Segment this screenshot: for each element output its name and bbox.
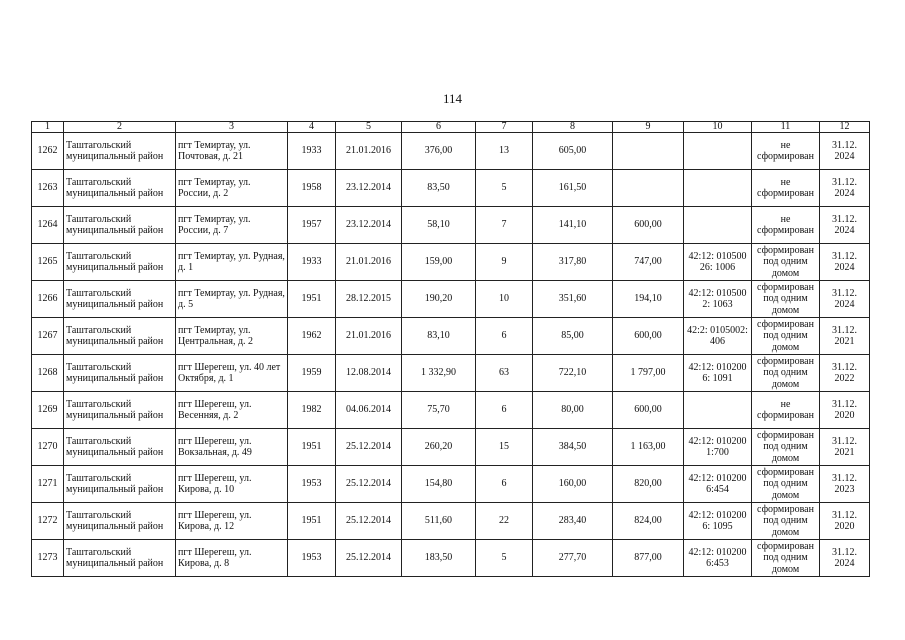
column-number: 5 <box>336 122 402 133</box>
deadline-cell: 31.12. 2024 <box>820 133 870 170</box>
year-cell: 1933 <box>288 244 336 281</box>
district-cell: Таштагольский муниципальный район <box>64 281 176 318</box>
district-cell: Таштагольский муниципальный район <box>64 503 176 540</box>
land-plot-status-cell: сформирован под одним домом <box>752 503 820 540</box>
date-cell: 21.01.2016 <box>336 318 402 355</box>
address-cell: пгт Шерегеш, ул. Кирова, д. 10 <box>176 466 288 503</box>
column-9-cell: 600,00 <box>613 207 684 244</box>
column-7-cell: 22 <box>476 503 533 540</box>
date-cell: 12.08.2014 <box>336 355 402 392</box>
deadline-cell: 31.12. 2024 <box>820 244 870 281</box>
area-cell: 260,20 <box>402 429 476 466</box>
land-plot-status-cell: сформирован под одним домом <box>752 355 820 392</box>
date-cell: 21.01.2016 <box>336 133 402 170</box>
cadastral-number-cell <box>684 392 752 429</box>
cadastral-number-cell: 42:12: 0102006: 1095 <box>684 503 752 540</box>
column-9-cell: 194,10 <box>613 281 684 318</box>
column-8-cell: 317,80 <box>533 244 613 281</box>
area-cell: 83,50 <box>402 170 476 207</box>
year-cell: 1958 <box>288 170 336 207</box>
row-number-cell: 1263 <box>32 170 64 207</box>
address-cell: пгт Шерегеш, ул. Вокзальная, д. 49 <box>176 429 288 466</box>
row-number-cell: 1272 <box>32 503 64 540</box>
district-cell: Таштагольский муниципальный район <box>64 133 176 170</box>
column-7-cell: 6 <box>476 318 533 355</box>
address-cell: пгт Шерегеш, ул. 40 лет Октября, д. 1 <box>176 355 288 392</box>
row-number-cell: 1265 <box>32 244 64 281</box>
table-row <box>32 244 870 281</box>
column-8-cell: 160,00 <box>533 466 613 503</box>
column-7-cell: 10 <box>476 281 533 318</box>
area-cell: 75,70 <box>402 392 476 429</box>
column-8-cell: 722,10 <box>533 355 613 392</box>
column-9-cell: 820,00 <box>613 466 684 503</box>
deadline-cell: 31.12. 2023 <box>820 466 870 503</box>
year-cell: 1982 <box>288 392 336 429</box>
district-cell: Таштагольский муниципальный район <box>64 207 176 244</box>
column-9-cell <box>613 133 684 170</box>
district-cell: Таштагольский муниципальный район <box>64 466 176 503</box>
column-8-cell: 384,50 <box>533 429 613 466</box>
table-row <box>32 207 870 244</box>
address-cell: пгт Шерегеш, ул. Весенняя, д. 2 <box>176 392 288 429</box>
cadastral-number-cell: 42:2: 0105002:406 <box>684 318 752 355</box>
year-cell: 1951 <box>288 281 336 318</box>
cadastral-number-cell: 42:12: 01050026: 1006 <box>684 244 752 281</box>
row-number-cell: 1268 <box>32 355 64 392</box>
deadline-cell: 31.12. 2024 <box>820 540 870 577</box>
address-cell: пгт Темиртау, ул. Почтовая, д. 21 <box>176 133 288 170</box>
column-number: 6 <box>402 122 476 133</box>
column-9-cell: 600,00 <box>613 318 684 355</box>
area-cell: 511,60 <box>402 503 476 540</box>
column-7-cell: 5 <box>476 540 533 577</box>
area-cell: 154,80 <box>402 466 476 503</box>
table-row <box>32 133 870 170</box>
date-cell: 21.01.2016 <box>336 244 402 281</box>
year-cell: 1957 <box>288 207 336 244</box>
address-cell: пгт Темиртау, ул. России, д. 2 <box>176 170 288 207</box>
row-number-cell: 1273 <box>32 540 64 577</box>
table-row <box>32 392 870 429</box>
column-7-cell: 15 <box>476 429 533 466</box>
column-7-cell: 63 <box>476 355 533 392</box>
column-7-cell: 6 <box>476 466 533 503</box>
deadline-cell: 31.12. 2021 <box>820 429 870 466</box>
column-7-cell: 7 <box>476 207 533 244</box>
table-row <box>32 318 870 355</box>
cadastral-number-cell: 42:12: 0102001:700 <box>684 429 752 466</box>
column-number: 9 <box>613 122 684 133</box>
column-number: 8 <box>533 122 613 133</box>
year-cell: 1962 <box>288 318 336 355</box>
table-row <box>32 466 870 503</box>
cadastral-number-cell <box>684 207 752 244</box>
column-number: 4 <box>288 122 336 133</box>
area-cell: 190,20 <box>402 281 476 318</box>
column-number: 2 <box>64 122 176 133</box>
table-row <box>32 429 870 466</box>
land-plot-status-cell: не сформирован <box>752 170 820 207</box>
row-number-cell: 1264 <box>32 207 64 244</box>
area-cell: 159,00 <box>402 244 476 281</box>
date-cell: 25.12.2014 <box>336 540 402 577</box>
column-number: 1 <box>32 122 64 133</box>
land-plot-status-cell: сформирован под одним домом <box>752 540 820 577</box>
land-plot-status-cell: сформирован под одним домом <box>752 466 820 503</box>
district-cell: Таштагольский муниципальный район <box>64 540 176 577</box>
column-7-cell: 5 <box>476 170 533 207</box>
area-cell: 1 332,90 <box>402 355 476 392</box>
year-cell: 1933 <box>288 133 336 170</box>
deadline-cell: 31.12. 2022 <box>820 355 870 392</box>
land-plot-status-cell: не сформирован <box>752 207 820 244</box>
land-plot-status-cell: сформирован под одним домом <box>752 281 820 318</box>
address-cell: пгт Шерегеш, ул. Кирова, д. 12 <box>176 503 288 540</box>
district-cell: Таштагольский муниципальный район <box>64 170 176 207</box>
address-cell: пгт Темиртау, ул. Рудная, д. 5 <box>176 281 288 318</box>
district-cell: Таштагольский муниципальный район <box>64 392 176 429</box>
column-number: 10 <box>684 122 752 133</box>
land-plot-status-cell: сформирован под одним домом <box>752 244 820 281</box>
column-9-cell: 824,00 <box>613 503 684 540</box>
cadastral-number-cell: 42:12: 0102006:454 <box>684 466 752 503</box>
row-number-cell: 1270 <box>32 429 64 466</box>
column-number: 3 <box>176 122 288 133</box>
table-row <box>32 503 870 540</box>
column-7-cell: 9 <box>476 244 533 281</box>
date-cell: 23.12.2014 <box>336 207 402 244</box>
address-cell: пгт Шерегеш, ул. Кирова, д. 8 <box>176 540 288 577</box>
date-cell: 23.12.2014 <box>336 170 402 207</box>
land-plot-status-cell: не сформирован <box>752 392 820 429</box>
deadline-cell: 31.12. 2020 <box>820 503 870 540</box>
column-8-cell: 85,00 <box>533 318 613 355</box>
land-plot-status-cell: сформирован под одним домом <box>752 429 820 466</box>
row-number-cell: 1269 <box>32 392 64 429</box>
deadline-cell: 31.12. 2020 <box>820 392 870 429</box>
cadastral-number-cell: 42:12: 0102006: 1091 <box>684 355 752 392</box>
date-cell: 04.06.2014 <box>336 392 402 429</box>
column-9-cell: 877,00 <box>613 540 684 577</box>
cadastral-number-cell: 42:12: 0105002: 1063 <box>684 281 752 318</box>
column-8-cell: 141,10 <box>533 207 613 244</box>
row-number-cell: 1271 <box>32 466 64 503</box>
area-cell: 376,00 <box>402 133 476 170</box>
area-cell: 58,10 <box>402 207 476 244</box>
column-8-cell: 351,60 <box>533 281 613 318</box>
cadastral-number-cell <box>684 133 752 170</box>
area-cell: 183,50 <box>402 540 476 577</box>
address-cell: пгт Темиртау, ул. Центральная, д. 2 <box>176 318 288 355</box>
table-row <box>32 540 870 577</box>
row-number-cell: 1266 <box>32 281 64 318</box>
row-number-cell: 1267 <box>32 318 64 355</box>
district-cell: Таштагольский муниципальный район <box>64 355 176 392</box>
cadastral-number-cell <box>684 170 752 207</box>
row-number-cell: 1262 <box>32 133 64 170</box>
column-8-cell: 277,70 <box>533 540 613 577</box>
housing-registry-table <box>31 121 870 577</box>
area-cell: 83,10 <box>402 318 476 355</box>
table-row <box>32 170 870 207</box>
column-8-cell: 80,00 <box>533 392 613 429</box>
deadline-cell: 31.12. 2024 <box>820 170 870 207</box>
year-cell: 1953 <box>288 466 336 503</box>
date-cell: 25.12.2014 <box>336 429 402 466</box>
column-9-cell: 747,00 <box>613 244 684 281</box>
column-number: 12 <box>820 122 870 133</box>
year-cell: 1959 <box>288 355 336 392</box>
year-cell: 1953 <box>288 540 336 577</box>
date-cell: 28.12.2015 <box>336 281 402 318</box>
table-body <box>32 122 870 577</box>
column-7-cell: 13 <box>476 133 533 170</box>
district-cell: Таштагольский муниципальный район <box>64 429 176 466</box>
column-number: 7 <box>476 122 533 133</box>
deadline-cell: 31.12. 2024 <box>820 207 870 244</box>
year-cell: 1951 <box>288 429 336 466</box>
column-9-cell: 1 163,00 <box>613 429 684 466</box>
column-9-cell: 600,00 <box>613 392 684 429</box>
district-cell: Таштагольский муниципальный район <box>64 244 176 281</box>
column-number: 11 <box>752 122 820 133</box>
deadline-cell: 31.12. 2021 <box>820 318 870 355</box>
land-plot-status-cell: не сформирован <box>752 133 820 170</box>
column-number-row <box>32 122 870 133</box>
address-cell: пгт Темиртау, ул. России, д. 7 <box>176 207 288 244</box>
column-9-cell <box>613 170 684 207</box>
page-number: 114 <box>442 91 463 106</box>
district-cell: Таштагольский муниципальный район <box>64 318 176 355</box>
table-row <box>32 281 870 318</box>
date-cell: 25.12.2014 <box>336 503 402 540</box>
date-cell: 25.12.2014 <box>336 466 402 503</box>
cadastral-number-cell: 42:12: 0102006:453 <box>684 540 752 577</box>
deadline-cell: 31.12. 2024 <box>820 281 870 318</box>
column-8-cell: 283,40 <box>533 503 613 540</box>
column-8-cell: 605,00 <box>533 133 613 170</box>
column-8-cell: 161,50 <box>533 170 613 207</box>
land-plot-status-cell: сформирован под одним домом <box>752 318 820 355</box>
year-cell: 1951 <box>288 503 336 540</box>
address-cell: пгт Темиртау, ул. Рудная, д. 1 <box>176 244 288 281</box>
column-7-cell: 6 <box>476 392 533 429</box>
column-9-cell: 1 797,00 <box>613 355 684 392</box>
table-row <box>32 355 870 392</box>
